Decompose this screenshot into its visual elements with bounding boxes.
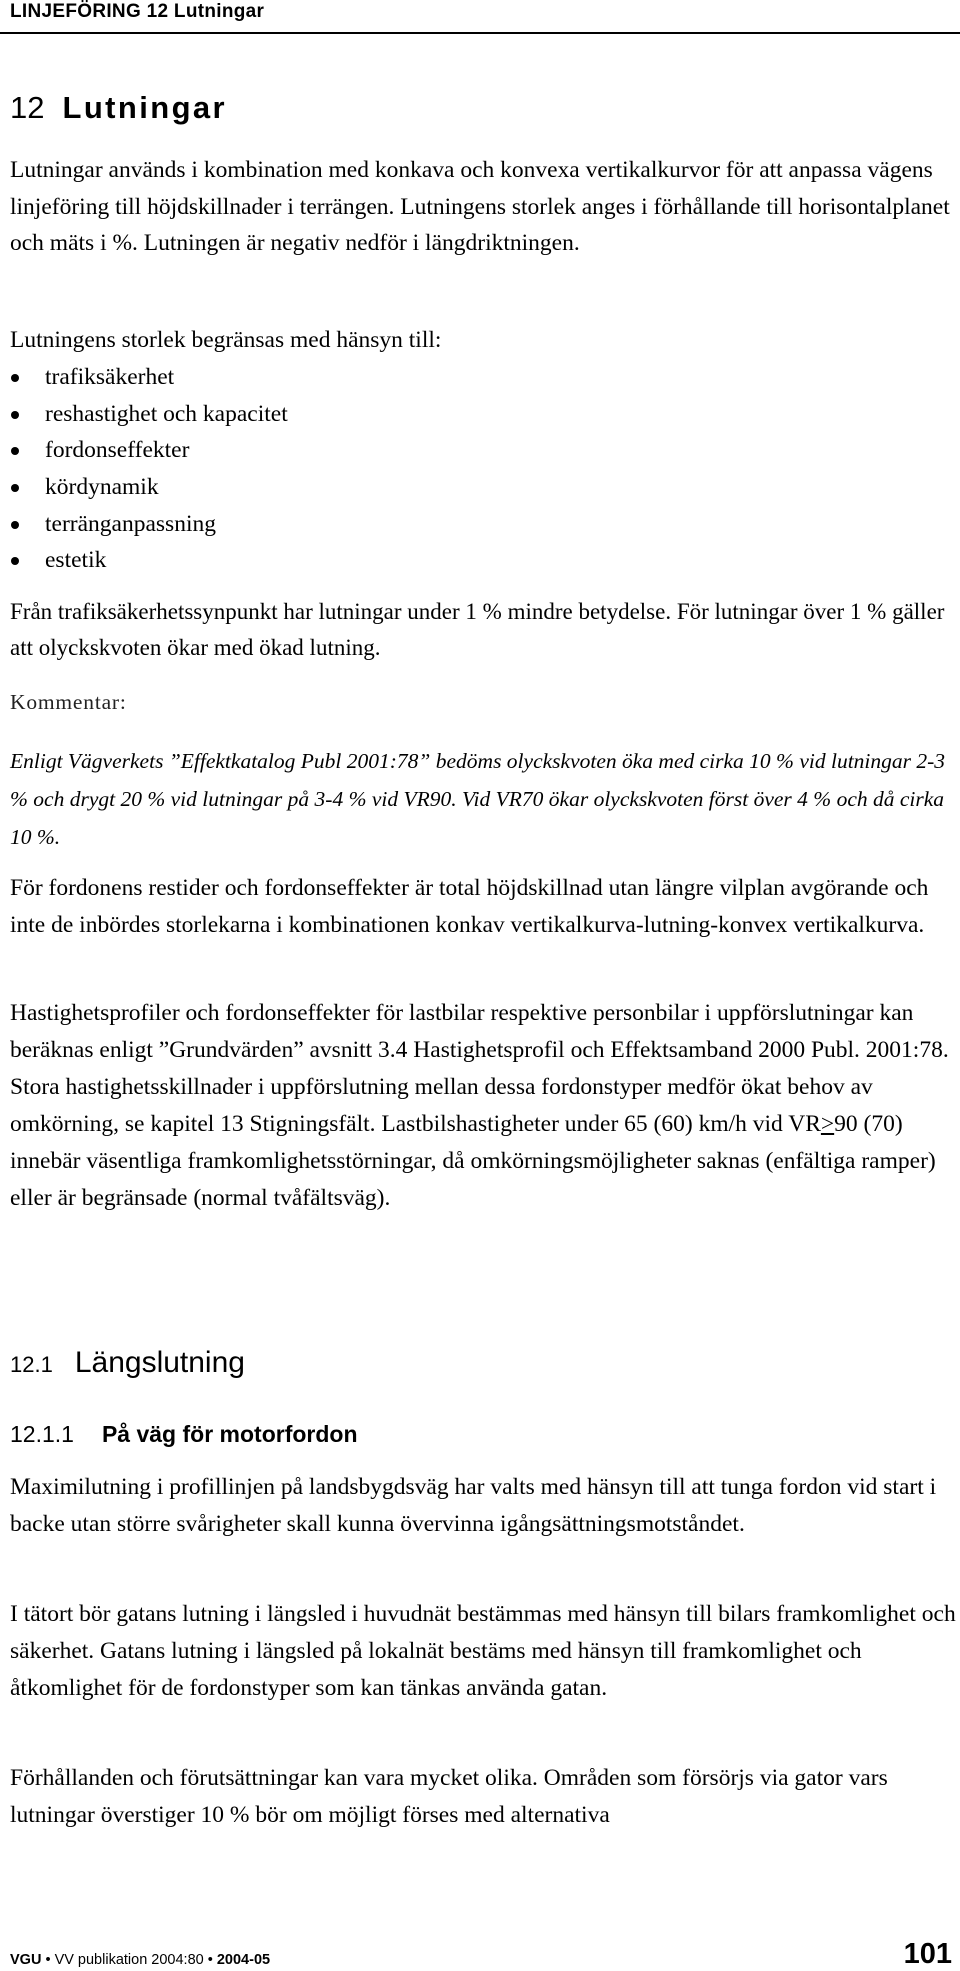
conditions-paragraph: Förhållanden och förutsättningar kan vara mycket olika. Områden som försörjs via gator vars lutningar överstiger 10 % bör om möjligt förses med alternativa — [10, 1765, 888, 1828]
page-number: 101 — [903, 1938, 952, 1970]
list-item — [10, 542, 288, 579]
chapter-number: 12 — [10, 90, 45, 125]
travel-paragraph: För fordonens restider och fordonseffekter är total höjdskillnad utan längre vilplan avgörande och inte de inbördes storlekarna i kombinationen konkav vertikalkurva-lutning-konvex vertikalkurva. — [10, 875, 929, 938]
subsection-title: På väg för motorfordon — [101, 1421, 358, 1447]
list-item-label: trafiksäkerhet — [45, 364, 175, 390]
chapter-heading — [10, 88, 227, 128]
bullet-icon — [11, 447, 19, 455]
section-number: 12.1 — [10, 1352, 53, 1377]
list-item — [10, 469, 288, 506]
list-item-label: terränganpassning — [45, 510, 216, 537]
list-item-label: estetik — [45, 547, 107, 574]
subsection-number: 12.1.1 — [10, 1421, 74, 1447]
footer-publication: VV publikation 2004:80 — [54, 1952, 204, 1968]
footer-date: 2004-05 — [216, 1952, 271, 1968]
speed-paragraph-underlined: > — [820, 1111, 835, 1137]
list-item-label: kördynamik — [45, 474, 159, 501]
comment-text: Enligt Vägverkets ”Effektkatalog Publ 2001:78” bedöms olyckskvoten öka med cirka 10 % vid lutningar 2-3 % och drygt 20 % vid lutningar på 3-4 % vid VR90. Vid VR70 ökar olyckskvoten först över 4 % och då cirka 10 %. — [10, 749, 946, 849]
speed-paragraph-before: Hastighetsprofiler och fordonseffekter för lastbilar respektive personbilar i uppförslutningar kan beräknas enligt ”Grundvärden” avsnitt 3.4 Hastighetsprofil och Effektsamband 2000 Publ. 2001:78. Stora hastighetsskillnader i uppförslutning mellan dessa fordonstyper medför ökat behov av omkörning, se kapitel 13 Stigningsfält. Lastbilshastigheter under 65 (60) km/h vid VR — [10, 1000, 949, 1137]
section-heading — [10, 1343, 245, 1385]
bullet-icon — [11, 411, 19, 419]
list-item — [10, 396, 288, 433]
urban-paragraph: I tätort bör gatans lutning i längsled i huvudnät bestämmas med hänsyn till bilars framkomlighet och säkerhet. Gatans lutning i längsled på lokalnät bestäms med hänsyn till framkomlighet och åtkomlighet för de fordonstyper som kan tänkas använda gatan. — [10, 1601, 956, 1701]
comment-label: Kommentar: — [10, 690, 127, 714]
bullet-icon — [11, 484, 19, 492]
limit-list — [10, 359, 288, 579]
section-title: Längslutning — [74, 1346, 245, 1379]
bullet-icon — [11, 557, 19, 565]
page-footer — [10, 1938, 955, 1970]
list-item-label: reshastighet och kapacitet — [45, 400, 288, 427]
intro-paragraph: Lutningar används i kombination med konkava och konvexa vertikalkurvor för att anpassa vägens linjeföring till höjdskillnader i terrängen. Lutningens storlek anges i förhållande till horisontalplanet och mäts i %. Lutningen är negativ nedför i längdriktningen. — [10, 157, 950, 256]
max-paragraph: Maximilutning i profillinjen på landsbygdsväg har valts med hänsyn till att tunga fordon vid start i backe utan större svårigheter skall kunna övervinna igångsättningsmotståndet. — [10, 1474, 937, 1537]
footer-separator: • — [45, 1952, 51, 1968]
subsection-heading — [10, 1418, 358, 1450]
running-header — [0, 0, 960, 34]
speed-paragraph-after: 90 (70) innebär väsentliga framkomlighetsstörningar, då omkörningsmöjligheter saknas (enfältiga ramper) eller är begränsade (normal tvåfältsväg). — [10, 1111, 936, 1211]
speed-paragraph — [10, 995, 960, 1217]
footer-org: VGU — [10, 1952, 42, 1968]
bullet-icon — [11, 521, 19, 529]
list-item — [10, 506, 288, 543]
list-item — [10, 432, 288, 469]
chapter-title: Lutningar — [62, 90, 228, 125]
footer-separator: • — [207, 1952, 213, 1968]
list-item — [10, 359, 288, 396]
limit-intro: Lutningens storlek begränsas med hänsyn till: — [10, 327, 442, 353]
list-item-label: fordonseffekter — [45, 437, 190, 464]
footer-publication-info — [10, 1952, 270, 1968]
bullet-icon — [11, 374, 19, 382]
running-header-title: LINJEFÖRING 12 Lutningar — [10, 1, 265, 22]
safety-paragraph: Från trafiksäkerhetssynpunkt har lutningar under 1 % mindre betydelse. För lutningar över 1 % gäller att olyckskvoten ökar med ökad lutning. — [10, 599, 945, 660]
